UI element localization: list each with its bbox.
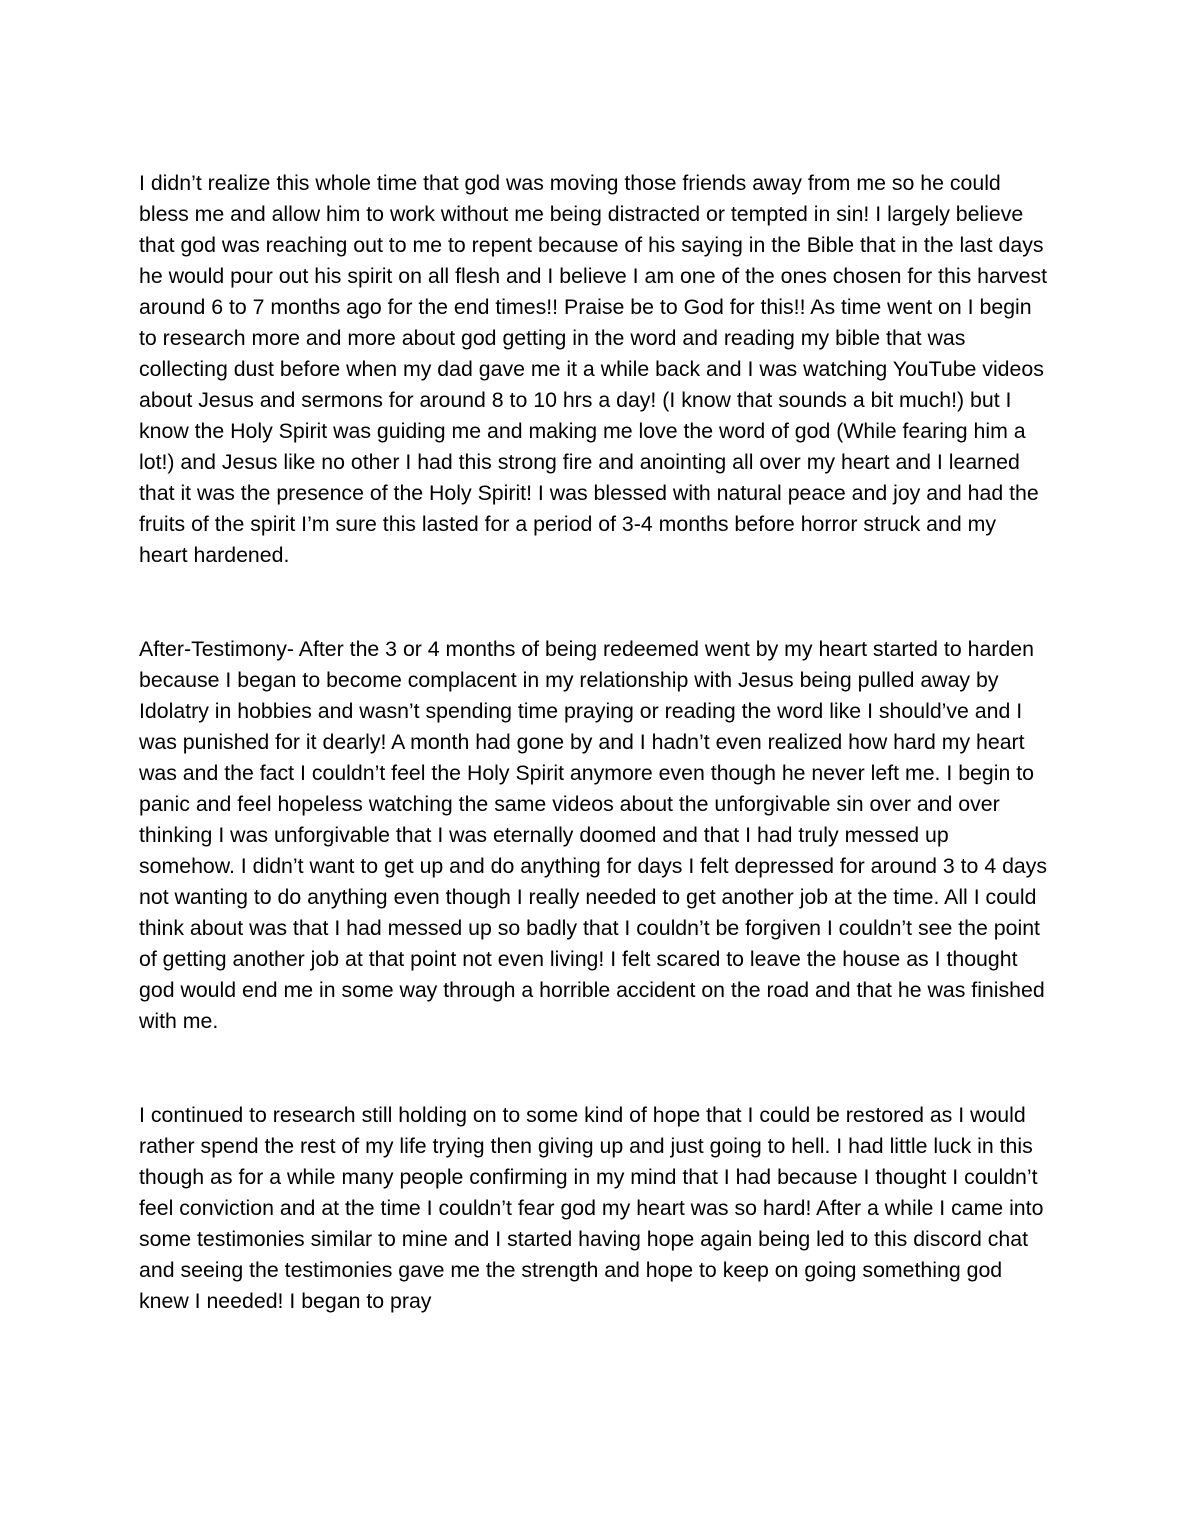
paragraph-testimony: I didn’t realize this whole time that god was moving those friends away from me so he could bless me and allow him to work without me being distracted or tempted in sin! I largely believe that god was reaching out to me to repent because of his saying in the Bible that in the last days he would pour out his spirit on all flesh and I believe I am one of the ones chosen for this harvest around 6 to 7 months ago for the end times!! Praise be to God for this!! As time went on I begin to research more and more about god getting in the word and reading my bible that was collecting dust before when my dad gave me it a while back and I was watching YouTube videos about Jesus and sermons for around 8 to 10 hrs a day! (I know that sounds a bit much!) but I know the Holy Spirit was guiding me and making me love the word of god (While fearing him a lot!) and Jesus like no other I had this strong fire and anointing all over my heart and I learned that it was the presence of the Holy Spirit! I was blessed with natural peace and joy and had the fruits of the spirit I’m sure this lasted for a period of 3-4 months before horror struck and my heart hardened.: [139, 171, 1048, 567]
paragraph-continued-research: I continued to research still holding on to some kind of hope that I could be restored as I would rather spend the rest of my life trying then giving up and just going to hell. I had little luck in this though as for a while many people confirming in my mind that I had because I thought I couldn’t feel conviction and at the time I couldn’t fear god my heart was so hard! After a while I came into some testimonies similar to mine and I started having hope again being led to this discord chat and seeing the testimonies gave me the strength and hope to keep on going something god knew I needed! I began to pray: [139, 1103, 1044, 1313]
document-text-area: [139, 168, 1048, 1317]
paragraph-after-testimony: After-Testimony- After the 3 or 4 months of being redeemed went by my heart started to harden because I began to become complacent in my relationship with Jesus being pulled away by Idolatry in hobbies and wasn’t spending time praying or reading the word like I should’ve and I was punished for it dearly! A month had gone by and I hadn’t even realized how hard my heart was and the fact I couldn’t feel the Holy Spirit anymore even though he never left me. I begin to panic and feel hopeless watching the same videos about the unforgivable sin over and over thinking I was unforgivable that I was eternally doomed and that I had truly messed up somehow. I didn’t want to get up and do anything for days I felt depressed for around 3 to 4 days not wanting to do anything even though I really needed to get another job at the time. All I could think about was that I had messed up so badly that I couldn’t be forgiven I couldn’t see the point of getting another job at that point not even living! I felt scared to leave the house as I thought god would end me in some way through a horrible accident on the road and that he was finished with me.: [139, 637, 1048, 1033]
